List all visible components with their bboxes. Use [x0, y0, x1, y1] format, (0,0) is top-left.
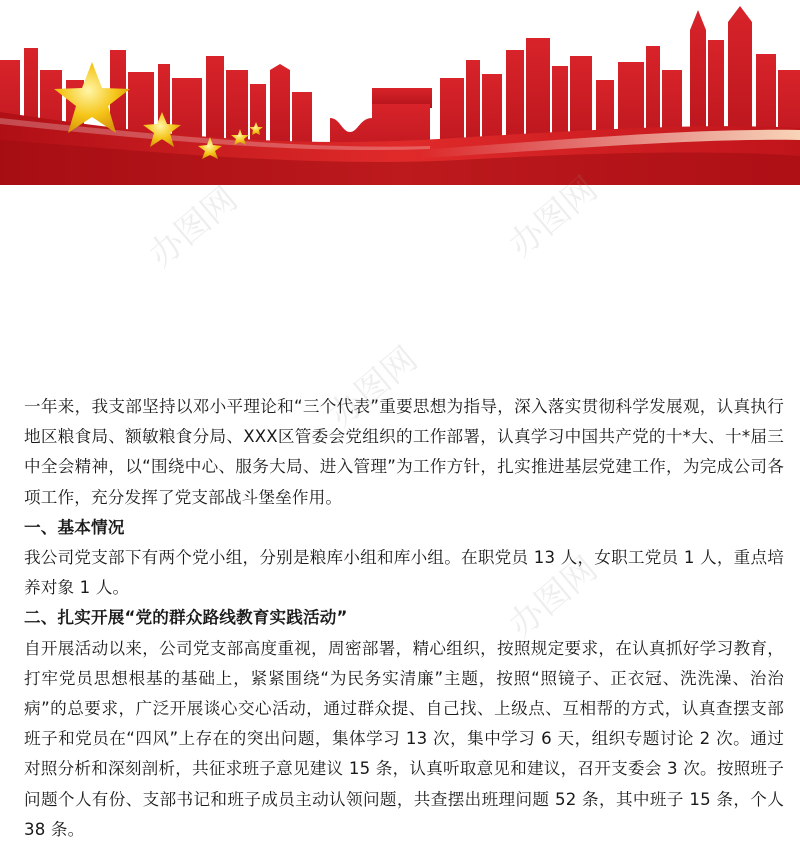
section-heading: 一、基本情况 [24, 517, 125, 537]
section-heading: 二、扎实开展“党的群众路线教育实践活动” [24, 608, 348, 628]
section-paragraph: 我公司党支部下有两个党小组，分别是粮库小组和库小组。在职党员 13 人，女职工党员 1 人，重点培养对象 1 人。 [24, 548, 784, 598]
intro-paragraph: 一年来，我支部坚持以邓小平理论和“三个代表”重要思想为指导，深入落实贯彻科学发展观，认真执行地区粮食局、额敏粮食分局、XXX区管委会党组织的工作部署，认真学习中国共产党的十*大、十*届三中全会精神，以“围绕中心、服务大局、进入管理”为工作方针，扎实推进基层党建工作，为完成公司各项工作，充分发挥了党支部战斗堡垒作用。 [24, 397, 784, 507]
watermark-text: 办图网 [141, 179, 246, 276]
watermark-text: 办图网 [501, 549, 606, 646]
watermark-text: 办图网 [321, 339, 426, 436]
watermark-text: 办图网 [501, 169, 606, 266]
city-skyline-illustration [0, 0, 800, 185]
header-banner [0, 0, 800, 185]
document-body [24, 392, 784, 845]
section-paragraph: 自开展活动以来，公司党支部高度重视，周密部署，精心组织，按照规定要求，在认真抓好学习教育，打牢党员思想根基的基础上，紧紧围绕“为民务实清廉”主题，按照“照镜子、正衣冠、洗洗澡、治治病”的总要求，广泛开展谈心交心活动，通过群众提、自己找、上级点、互相帮的方式，认真查摆支部班子和党员在“四风”上存在的突出问题，集体学习 13 次，集中学习 6 天，组织专题讨论 2 次。通过对照分析和深刻剖析，共征求班子意见建议 15 条，认真听取意见和建议，召开支委会 3 次。按照班子问题个人有份、支部书记和班子成员主动认领问题，共查摆出班理问题 52 条，其中班子 15 条，个人 38 条。 [24, 638, 784, 839]
